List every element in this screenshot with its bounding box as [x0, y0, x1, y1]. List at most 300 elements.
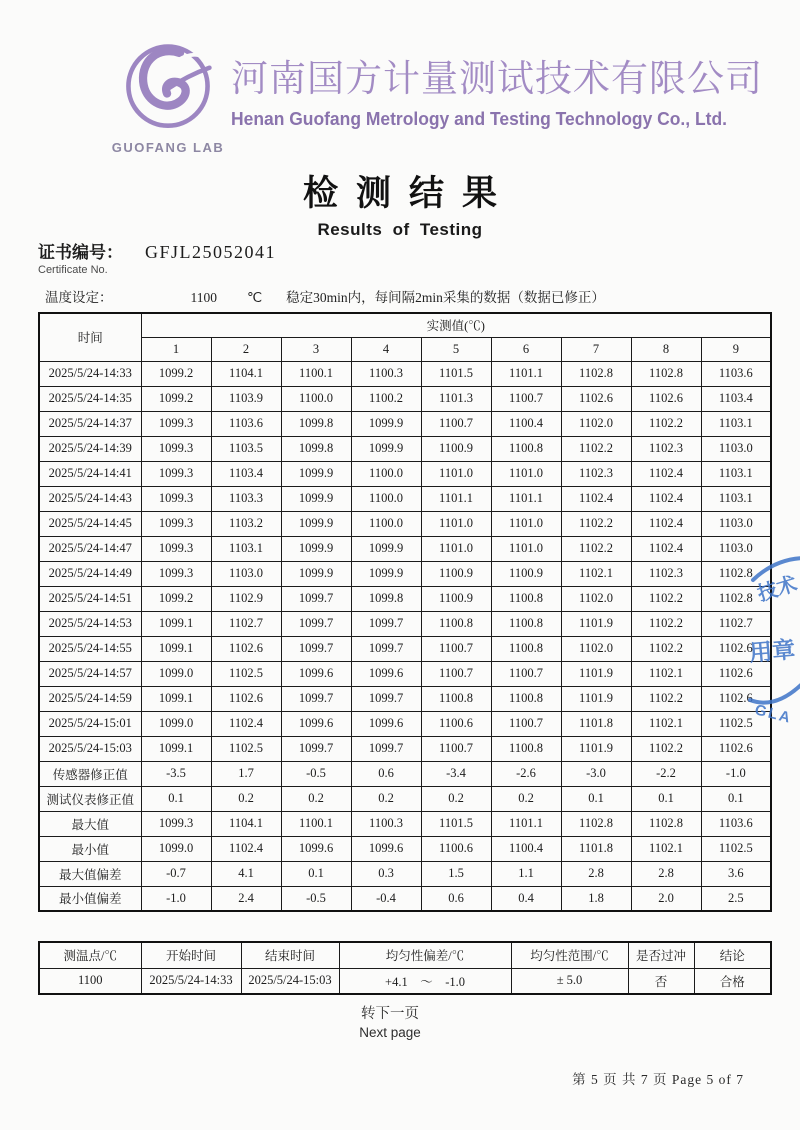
- cell-value: 1104.1: [211, 361, 281, 386]
- cell-value: 1099.3: [141, 436, 211, 461]
- summary-table: [38, 941, 772, 995]
- cell-value: 1102.7: [701, 611, 771, 636]
- cell-value: 1102.8: [701, 586, 771, 611]
- cell-value: 0.1: [281, 861, 351, 886]
- cell-value: 1100.3: [351, 361, 421, 386]
- cell-value: 1102.3: [561, 461, 631, 486]
- cell-value: 1102.6: [211, 686, 281, 711]
- cell-value: 1100.3: [351, 811, 421, 836]
- cell-value: 1101.9: [561, 686, 631, 711]
- cell-value: 1099.8: [281, 411, 351, 436]
- channel-header: 8: [631, 337, 701, 361]
- cell-value: 1100.7: [491, 711, 561, 736]
- page-number: 第 5 页 共 7 页 Page 5 of 7: [572, 1072, 744, 1087]
- row-label: 测试仪表修正值: [39, 786, 141, 811]
- cell-value: 1102.0: [561, 586, 631, 611]
- technical-seal-stamp: [746, 548, 800, 738]
- cell-value: 1101.0: [421, 461, 491, 486]
- cell-value: 1099.6: [281, 711, 351, 736]
- cell-value: 0.1: [701, 786, 771, 811]
- next-page-note: [0, 1002, 780, 1040]
- cell-value: 1099.9: [281, 561, 351, 586]
- row-label: 2025/5/24-15:03: [39, 736, 141, 761]
- cell-value: 1101.1: [421, 486, 491, 511]
- cell-value: 1100.8: [491, 611, 561, 636]
- cell-value: 1099.3: [141, 411, 211, 436]
- row-label: 2025/5/24-14:33: [39, 361, 141, 386]
- row-label: 2025/5/24-14:41: [39, 461, 141, 486]
- cell-value: 1102.4: [631, 536, 701, 561]
- cell-value: -2.6: [491, 761, 561, 786]
- cell-value: 1103.4: [211, 461, 281, 486]
- cell-value: 1102.5: [211, 736, 281, 761]
- cell-value: 1100.8: [491, 736, 561, 761]
- cell-value: 1100.8: [491, 436, 561, 461]
- cell-value: 1103.4: [701, 386, 771, 411]
- channel-header-row: [39, 337, 771, 361]
- cell-value: 1102.1: [561, 561, 631, 586]
- cell-value: 1101.9: [561, 611, 631, 636]
- row-label: 2025/5/24-14:35: [39, 386, 141, 411]
- cell-value: 1099.3: [141, 511, 211, 536]
- cell-value: 1100.7: [421, 636, 491, 661]
- cell-value: 1099.0: [141, 661, 211, 686]
- logo-caption: GUOFANG LAB: [111, 140, 225, 155]
- cell-value: 1099.1: [141, 611, 211, 636]
- cell-value: 1100.2: [351, 386, 421, 411]
- table-row: [39, 686, 771, 711]
- cell-value: 0.1: [561, 786, 631, 811]
- cell-value: 1099.7: [351, 736, 421, 761]
- certificate-label-en: Certificate No.: [38, 264, 108, 276]
- cell-value: 3.6: [701, 861, 771, 886]
- cell-value: 1100.1: [281, 811, 351, 836]
- cell-value: 1103.3: [211, 486, 281, 511]
- row-label: 2025/5/24-14:43: [39, 486, 141, 511]
- cell-value: 1102.6: [701, 736, 771, 761]
- cell-value: -0.5: [281, 886, 351, 911]
- cell-value: 0.3: [351, 861, 421, 886]
- row-label: 2025/5/24-14:49: [39, 561, 141, 586]
- cell-value: 0.4: [491, 886, 561, 911]
- summary-header-row: [39, 942, 771, 968]
- seal-text-bottom: GLA: [753, 701, 794, 727]
- cell-value: 1099.7: [281, 586, 351, 611]
- cell-value: 1099.3: [141, 486, 211, 511]
- cell-value: 1100.0: [351, 511, 421, 536]
- channel-header: 6: [491, 337, 561, 361]
- summary-value: ± 5.0: [511, 968, 628, 994]
- measured-value-header: 实测值(℃): [141, 313, 771, 337]
- cell-value: 1099.3: [141, 536, 211, 561]
- cell-value: 1100.9: [421, 561, 491, 586]
- cell-value: 1100.9: [491, 561, 561, 586]
- table-row: [39, 636, 771, 661]
- cell-value: -3.5: [141, 761, 211, 786]
- cell-value: 1099.6: [281, 836, 351, 861]
- cell-value: 1102.5: [701, 711, 771, 736]
- cell-value: 1099.7: [281, 686, 351, 711]
- table-row: [39, 386, 771, 411]
- cell-value: 1101.0: [421, 511, 491, 536]
- cell-value: 1101.9: [561, 661, 631, 686]
- document-title: [0, 166, 800, 240]
- cell-value: 1103.5: [211, 436, 281, 461]
- summary-header: 均匀性偏差/℃: [339, 942, 511, 968]
- cell-value: 1099.1: [141, 736, 211, 761]
- row-label: 最小值: [39, 836, 141, 861]
- table-row: [39, 861, 771, 886]
- table-row: [39, 586, 771, 611]
- row-label: 2025/5/24-14:39: [39, 436, 141, 461]
- cell-value: 1100.7: [491, 386, 561, 411]
- cell-value: 1099.8: [281, 436, 351, 461]
- cell-value: 1099.8: [351, 586, 421, 611]
- cell-value: 0.2: [281, 786, 351, 811]
- cell-value: 1102.6: [701, 661, 771, 686]
- main-table-body: [39, 361, 771, 911]
- cell-value: 1.7: [211, 761, 281, 786]
- channel-header: 3: [281, 337, 351, 361]
- company-name-cn: 河南国方计量测试技术有限公司: [231, 59, 763, 100]
- cell-value: 1099.9: [351, 436, 421, 461]
- table-row: [39, 361, 771, 386]
- cell-value: 1101.3: [421, 386, 491, 411]
- cell-value: 1103.1: [211, 536, 281, 561]
- cell-value: 1100.8: [491, 636, 561, 661]
- cell-value: 1102.1: [631, 836, 701, 861]
- table-row: [39, 486, 771, 511]
- table-row: [39, 511, 771, 536]
- cell-value: 1104.1: [211, 811, 281, 836]
- table-row: [39, 761, 771, 786]
- table-row: [39, 611, 771, 636]
- cell-value: 1102.2: [631, 686, 701, 711]
- cell-value: 1099.6: [281, 661, 351, 686]
- seal-icon: [746, 548, 800, 738]
- row-label: 最大值: [39, 811, 141, 836]
- row-label: 2025/5/24-14:37: [39, 411, 141, 436]
- cell-value: 1103.6: [211, 411, 281, 436]
- cell-value: 1102.4: [211, 836, 281, 861]
- cell-value: 1099.9: [281, 486, 351, 511]
- cell-value: 1102.4: [561, 486, 631, 511]
- cell-value: 1102.4: [631, 486, 701, 511]
- certificate-number: GFJL25052041: [145, 242, 277, 262]
- cell-value: 1103.0: [701, 511, 771, 536]
- summary-header: 均匀性范围/℃: [511, 942, 628, 968]
- cell-value: -3.4: [421, 761, 491, 786]
- row-label: 2025/5/24-14:53: [39, 611, 141, 636]
- table-row: [39, 661, 771, 686]
- channel-header: 7: [561, 337, 631, 361]
- table-row: [39, 561, 771, 586]
- cell-value: 1102.8: [701, 561, 771, 586]
- cell-value: 1101.0: [421, 536, 491, 561]
- row-label: 2025/5/24-14:47: [39, 536, 141, 561]
- cell-value: 1099.3: [141, 461, 211, 486]
- cell-value: 1102.4: [631, 511, 701, 536]
- cell-value: 1099.1: [141, 636, 211, 661]
- row-label: 最大值偏差: [39, 861, 141, 886]
- cell-value: 1102.5: [701, 836, 771, 861]
- table-row: [39, 811, 771, 836]
- cell-value: 1100.0: [351, 461, 421, 486]
- cell-value: 1102.2: [631, 586, 701, 611]
- cell-value: 1100.6: [421, 711, 491, 736]
- row-label: 2025/5/24-14:59: [39, 686, 141, 711]
- channel-header: 4: [351, 337, 421, 361]
- cell-value: 1100.7: [491, 661, 561, 686]
- cell-value: 1101.1: [491, 811, 561, 836]
- cell-value: 1102.8: [561, 811, 631, 836]
- cell-value: 1102.3: [631, 436, 701, 461]
- cell-value: 1099.7: [351, 636, 421, 661]
- table-row: [39, 836, 771, 861]
- row-label: 传感器修正值: [39, 761, 141, 786]
- title-en: Results of Testing: [317, 220, 483, 239]
- channel-header: 9: [701, 337, 771, 361]
- cell-value: -0.7: [141, 861, 211, 886]
- cell-value: 0.1: [631, 786, 701, 811]
- cell-value: 1101.0: [491, 536, 561, 561]
- table-row: [39, 461, 771, 486]
- cell-value: 1099.0: [141, 711, 211, 736]
- cell-value: 1101.0: [491, 461, 561, 486]
- cell-value: 0.2: [491, 786, 561, 811]
- cell-value: 1100.0: [351, 486, 421, 511]
- cell-value: 1102.5: [211, 661, 281, 686]
- cell-value: 1100.4: [491, 411, 561, 436]
- cell-value: 1102.6: [701, 636, 771, 661]
- cell-value: 0.2: [421, 786, 491, 811]
- cell-value: 1103.6: [701, 811, 771, 836]
- cell-value: 1102.2: [631, 636, 701, 661]
- guofang-logo-icon: [122, 42, 214, 134]
- seal-text-middle: 用章: [748, 637, 797, 666]
- summary-value: 2025/5/24-15:03: [241, 968, 339, 994]
- cell-value: 1099.2: [141, 386, 211, 411]
- cell-value: 1099.7: [281, 736, 351, 761]
- company-name-en: Henan Guofang Metrology and Testing Technology Co., Ltd.: [231, 109, 727, 129]
- summary-header: 测温点/℃: [39, 942, 141, 968]
- time-header: 时间: [39, 313, 141, 361]
- cell-value: 1100.6: [421, 836, 491, 861]
- cell-value: 1099.7: [351, 611, 421, 636]
- cell-value: 1102.4: [211, 711, 281, 736]
- row-label: 2025/5/24-14:57: [39, 661, 141, 686]
- cell-value: 1100.8: [421, 611, 491, 636]
- cell-value: 1102.4: [631, 461, 701, 486]
- channel-header: 1: [141, 337, 211, 361]
- cell-value: 1099.9: [281, 511, 351, 536]
- cell-value: 1100.4: [491, 836, 561, 861]
- table-row: [39, 436, 771, 461]
- cell-value: 1102.0: [561, 411, 631, 436]
- cell-value: 0.1: [141, 786, 211, 811]
- condition-unit: ℃: [247, 290, 263, 305]
- cell-value: 1099.2: [141, 361, 211, 386]
- next-page-cn: 转下一页: [361, 1006, 419, 1022]
- cell-value: 1102.2: [631, 411, 701, 436]
- summary-value: 1100: [39, 968, 141, 994]
- cell-value: 1103.0: [211, 561, 281, 586]
- cell-value: 0.6: [351, 761, 421, 786]
- table-row: [39, 736, 771, 761]
- table-row: [39, 786, 771, 811]
- summary-value: 否: [628, 968, 694, 994]
- title-cn: 检测结果: [302, 174, 515, 213]
- cell-value: 1101.9: [561, 736, 631, 761]
- cell-value: 1099.6: [351, 661, 421, 686]
- certificate-block: [38, 238, 276, 276]
- cell-value: 1101.8: [561, 836, 631, 861]
- cell-value: 1100.0: [281, 386, 351, 411]
- cell-value: 1099.9: [351, 536, 421, 561]
- next-page-en: Next page: [359, 1025, 421, 1040]
- cell-value: 1102.2: [561, 436, 631, 461]
- row-label: 2025/5/24-14:45: [39, 511, 141, 536]
- summary-header: 是否过冲: [628, 942, 694, 968]
- cell-value: 1099.9: [351, 411, 421, 436]
- cell-value: 1101.8: [561, 711, 631, 736]
- summary-value-row: [39, 968, 771, 994]
- cell-value: 1102.6: [631, 386, 701, 411]
- cell-value: 1100.7: [421, 411, 491, 436]
- cell-value: 2.4: [211, 886, 281, 911]
- cell-value: 1099.2: [141, 586, 211, 611]
- cell-value: 1101.1: [491, 361, 561, 386]
- cell-value: 1099.7: [281, 611, 351, 636]
- cell-value: 2.8: [631, 861, 701, 886]
- cell-value: 1103.6: [701, 361, 771, 386]
- cell-value: 1099.3: [141, 811, 211, 836]
- cell-value: 1.8: [561, 886, 631, 911]
- cell-value: 1100.8: [421, 686, 491, 711]
- cell-value: 1102.8: [631, 811, 701, 836]
- cell-value: 1102.3: [631, 561, 701, 586]
- cell-value: 1100.7: [421, 661, 491, 686]
- cell-value: 1102.9: [211, 586, 281, 611]
- cell-value: -1.0: [141, 886, 211, 911]
- cell-value: 1100.7: [421, 736, 491, 761]
- cell-value: 1101.1: [491, 486, 561, 511]
- table-row: [39, 536, 771, 561]
- table-row: [39, 711, 771, 736]
- cell-value: 1102.6: [701, 686, 771, 711]
- summary-header: 结束时间: [241, 942, 339, 968]
- condition-label: 温度设定：: [45, 290, 113, 305]
- cell-value: 1103.1: [701, 461, 771, 486]
- company-logo: [110, 42, 226, 155]
- cell-value: 1103.9: [211, 386, 281, 411]
- cell-value: 1101.5: [421, 811, 491, 836]
- row-label: 最小值偏差: [39, 886, 141, 911]
- cell-value: -0.4: [351, 886, 421, 911]
- cell-value: 1100.9: [421, 586, 491, 611]
- channel-header: 2: [211, 337, 281, 361]
- cell-value: 1102.1: [631, 711, 701, 736]
- cell-value: 1099.1: [141, 686, 211, 711]
- row-label: 2025/5/24-14:51: [39, 586, 141, 611]
- measurement-table: [38, 312, 772, 912]
- cell-value: 1102.2: [561, 511, 631, 536]
- table-row: [39, 411, 771, 436]
- cell-value: 1103.0: [701, 436, 771, 461]
- cell-value: 1103.0: [701, 536, 771, 561]
- channel-header: 5: [421, 337, 491, 361]
- seal-text-top: 技术: [755, 573, 800, 606]
- cell-value: 1099.7: [351, 686, 421, 711]
- cell-value: 1103.1: [701, 486, 771, 511]
- cell-value: 0.6: [421, 886, 491, 911]
- condition-value: 1100: [190, 290, 217, 305]
- summary-value: 2025/5/24-14:33: [141, 968, 241, 994]
- cell-value: 1102.8: [631, 361, 701, 386]
- cell-value: 1102.2: [631, 736, 701, 761]
- cell-value: 1102.0: [561, 636, 631, 661]
- certificate-label-cn: 证书编号：: [38, 243, 123, 262]
- row-label: 2025/5/24-14:55: [39, 636, 141, 661]
- cell-value: 1099.6: [351, 836, 421, 861]
- cell-value: 1102.2: [631, 611, 701, 636]
- cell-value: -2.2: [631, 761, 701, 786]
- cell-value: 1100.1: [281, 361, 351, 386]
- cell-value: 1100.8: [491, 686, 561, 711]
- cell-value: 1102.1: [631, 661, 701, 686]
- cell-value: 1101.0: [491, 511, 561, 536]
- cell-value: 1099.9: [281, 536, 351, 561]
- company-names: [231, 48, 771, 130]
- cell-value: 1100.8: [491, 586, 561, 611]
- cell-value: 1099.9: [281, 461, 351, 486]
- cell-value: 1099.7: [281, 636, 351, 661]
- condition-line: [45, 286, 605, 306]
- cell-value: 1102.8: [561, 361, 631, 386]
- cell-value: 1101.5: [421, 361, 491, 386]
- cell-value: 4.1: [211, 861, 281, 886]
- cell-value: 1102.2: [561, 536, 631, 561]
- cell-value: -3.0: [561, 761, 631, 786]
- summary-value: 合格: [694, 968, 771, 994]
- cell-value: 2.8: [561, 861, 631, 886]
- cell-value: -0.5: [281, 761, 351, 786]
- cell-value: 1099.6: [351, 711, 421, 736]
- cell-value: 1103.2: [211, 511, 281, 536]
- cell-value: 0.2: [211, 786, 281, 811]
- cell-value: 1100.9: [421, 436, 491, 461]
- cell-value: 2.5: [701, 886, 771, 911]
- condition-note: 稳定30min内，每间隔2min采集的数据（数据已修正）: [286, 290, 605, 305]
- cell-value: 1.5: [421, 861, 491, 886]
- cell-value: 1103.1: [701, 411, 771, 436]
- cell-value: 1102.6: [211, 636, 281, 661]
- header-row-1: [39, 313, 771, 337]
- cell-value: 0.2: [351, 786, 421, 811]
- cell-value: 2.0: [631, 886, 701, 911]
- summary-header: 结论: [694, 942, 771, 968]
- summary-value: +4.1 ～ -1.0: [339, 968, 511, 994]
- cell-value: 1102.7: [211, 611, 281, 636]
- cell-value: 1099.9: [351, 561, 421, 586]
- summary-header: 开始时间: [141, 942, 241, 968]
- cell-value: 1102.6: [561, 386, 631, 411]
- cell-value: 1099.0: [141, 836, 211, 861]
- cell-value: -1.0: [701, 761, 771, 786]
- table-row: [39, 886, 771, 911]
- cell-value: 1099.3: [141, 561, 211, 586]
- cell-value: 1.1: [491, 861, 561, 886]
